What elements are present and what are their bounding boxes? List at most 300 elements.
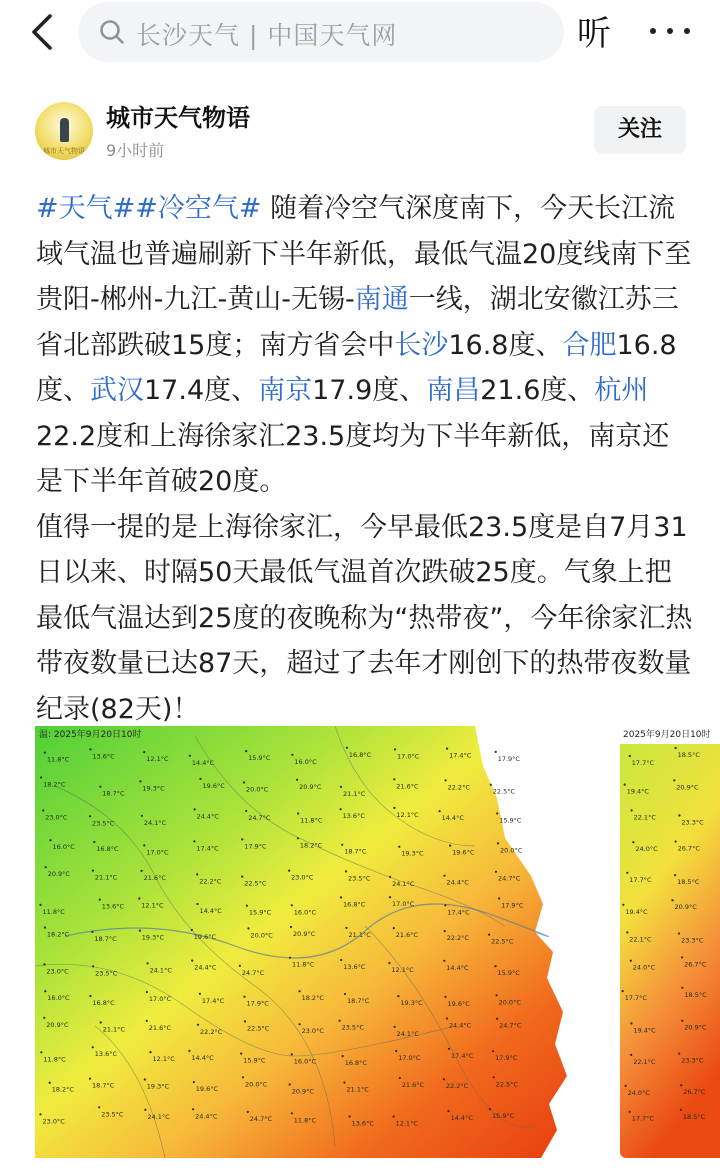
map-station-dot — [246, 905, 248, 907]
map-temperature-label: 19.3°C — [146, 1082, 170, 1091]
map-station-dot — [89, 995, 91, 997]
map-temperature-label: 23.3°C — [681, 1056, 704, 1065]
map-temperature-label: 20.9°C — [684, 1023, 707, 1032]
map-temperature-label: 21.6°C — [148, 1023, 172, 1032]
map-station-dot — [624, 784, 626, 786]
topic-link[interactable]: 南昌 — [426, 375, 481, 406]
map-temperature-label: 12.1°C — [391, 966, 414, 974]
map-temperature-label: 19.6°C — [447, 999, 470, 1008]
map-station-dot — [625, 1085, 627, 1087]
map-temperature-label: 12.1°C — [395, 1119, 418, 1128]
follow-button[interactable]: 关注 — [594, 106, 686, 154]
map-temperature-label: 24.4°C — [195, 1112, 218, 1121]
map-station-dot — [399, 1077, 401, 1079]
map-temperature-label: 21.1°C — [102, 1025, 125, 1034]
map-station-dot — [673, 779, 675, 781]
map-station-dot — [139, 780, 141, 782]
more-options-button[interactable] — [648, 16, 692, 46]
map-temperature-label: 24.4°C — [196, 812, 219, 821]
map-station-dot — [89, 1078, 91, 1080]
map-station-dot — [388, 962, 390, 964]
map-station-dot — [299, 1023, 301, 1025]
article-text: 21.6度、 — [480, 375, 595, 406]
map-station-dot — [291, 1112, 293, 1114]
map-station-dot — [678, 814, 680, 816]
map-temperature-label: 18.7°C — [347, 997, 370, 1005]
map-temperature-label: 15.9°C — [497, 969, 520, 978]
map-temperature-label: 15.9°C — [492, 1112, 515, 1121]
map-station-dot — [191, 960, 193, 962]
article-paragraph-2: 值得一提的是上海徐家汇，今早最低23.5度是自7月31日以来、时隔50天最低气温首次跌破25度。气象上把最低气温达到25度的夜晚称为“热带夜”，今年徐家汇热带夜数量已达87天，超过了去年才刚创下的热带夜数量纪录(82天)！ — [36, 511, 693, 725]
map-station-dot — [678, 1053, 680, 1055]
map-station-dot — [498, 897, 500, 899]
map-temperature-label: 16.8°C — [343, 900, 366, 909]
map-station-dot — [147, 962, 149, 964]
map-station-dot — [393, 927, 395, 929]
map-station-dot — [291, 1053, 293, 1055]
map-temperature-label: 16.8°C — [348, 750, 372, 759]
map-station-dot — [680, 1109, 682, 1111]
map-temperature-label: 17.0°C — [392, 900, 415, 909]
map-station-dot — [497, 842, 499, 844]
topic-link[interactable]: 合肥 — [562, 329, 617, 361]
map-station-dot — [141, 815, 143, 817]
map-station-dot — [626, 931, 628, 933]
map-station-dot — [675, 747, 677, 749]
map-temperature-label: 12.1°C — [396, 810, 419, 819]
map-temperature-label: 14.4°C — [446, 963, 469, 972]
map-station-dot — [43, 1017, 45, 1019]
map-temperature-label: 24.1°C — [143, 818, 167, 827]
map-station-dot — [39, 1113, 41, 1115]
map-temperature-label: 23.3°C — [681, 818, 704, 827]
map-station-dot — [394, 748, 396, 750]
temperature-map-graphic — [35, 726, 607, 1158]
article-paragraph-1 — [36, 186, 696, 505]
article-text: 随着冷空气深度南下，今天长江流域气温也普遍刷新下半年新低，最低气温20度线南下至贵阳-郴州-九江-黄山-无锡- — [36, 193, 692, 315]
map-temperature-label: 19.3°C — [401, 849, 424, 858]
map-station-dot — [240, 1053, 242, 1055]
map-temperature-label: 23.3°C — [681, 936, 704, 945]
map-station-dot — [395, 1050, 397, 1052]
map-temperature-label: 23.5°C — [341, 1023, 364, 1032]
map-temperature-label: 17.0°C — [398, 1054, 421, 1062]
map-temperature-label: 11.8°C — [293, 1116, 317, 1125]
map-station-dot — [444, 904, 446, 906]
map-temperature-label: 24.0°C — [627, 1088, 650, 1097]
map-station-dot — [146, 991, 148, 993]
map-temperature-label: 21.1°C — [346, 1085, 369, 1094]
map-temperature-label: 24.4°C — [448, 1021, 472, 1030]
map-temperature-label: 14.4°C — [191, 1053, 214, 1062]
top-bar — [0, 0, 720, 64]
map-temperature-label: 20.0°C — [500, 846, 523, 855]
map-station-dot — [345, 870, 347, 872]
map-temperature-label: 17.4°C — [451, 1051, 474, 1060]
map-station-dot — [343, 1081, 345, 1083]
map-temperature-label: 17.4°C — [196, 844, 219, 853]
map-temperature-label: 18.7°C — [102, 789, 125, 798]
map-temperature-label: 20.0°C — [250, 931, 273, 940]
map-temperature-label: 19.3°C — [400, 999, 423, 1008]
map-station-dot — [192, 1108, 194, 1110]
map-temperature-label: 13.6°C — [101, 902, 125, 911]
map-station-dot — [626, 872, 628, 874]
map-temperature-label: 22.2°C — [447, 783, 470, 792]
map-temperature-label: 17.7°C — [631, 759, 655, 767]
map-station-dot — [296, 779, 298, 781]
map-station-dot — [143, 844, 145, 846]
map-station-dot — [446, 748, 448, 750]
map-temperature-label: 19.3°C — [142, 784, 165, 793]
map-station-dot — [43, 963, 45, 965]
map-temperature-label: 23.0°C — [42, 1117, 65, 1126]
map-station-dot — [45, 866, 47, 868]
map-temperature-label: 26.7°C — [683, 1088, 706, 1097]
map-station-dot — [99, 899, 101, 901]
map-temperature-label: 17.4°C — [447, 908, 470, 917]
map-temperature-label: 19.4°C — [626, 787, 649, 796]
map-station-dot — [341, 844, 343, 846]
map-temperature-label: 26.7°C — [677, 844, 700, 853]
map-temperature-label: 20.9°C — [291, 1087, 314, 1096]
map-temperature-label: 21.6°C — [401, 1081, 425, 1089]
map-temperature-label: 22.5°C — [247, 1024, 270, 1033]
map-temperature-label: 19.6°C — [195, 1085, 219, 1094]
map-temperature-label: 24.7°C — [241, 968, 265, 977]
map-station-dot — [681, 987, 683, 989]
map-temperature-label: 23.5°C — [348, 874, 371, 883]
map-timestamp: 温: 2025年9月20日10时 — [39, 730, 142, 740]
map-temperature-label: 23.0°C — [45, 813, 68, 822]
map-temperature-label: 24.4°C — [194, 963, 217, 972]
map-temperature-label: 24.1°C — [147, 1112, 170, 1121]
map-station-dot — [247, 1111, 249, 1113]
map-temperature-label: 21.6°C — [395, 931, 419, 940]
topic-link[interactable]: #天气##冷空气# — [36, 193, 262, 224]
map-temperature-label: 14.4°C — [199, 907, 222, 915]
map-temperature-label: 17.9°C — [495, 1054, 518, 1063]
map-station-dot — [629, 1111, 631, 1113]
avatar-figure-icon — [60, 118, 69, 142]
map-station-dot — [445, 779, 447, 781]
article-text: 17.9度、 — [312, 375, 427, 406]
author-name[interactable]: 城市天气物语 — [106, 104, 250, 132]
map-station-dot — [89, 815, 91, 817]
map-station-dot — [243, 996, 245, 998]
map-temperature-label: 22.2°C — [200, 1027, 223, 1036]
map-station-dot — [289, 1083, 291, 1085]
topic-link[interactable]: 南京 — [258, 375, 313, 406]
search-bar[interactable] — [78, 2, 564, 62]
map-temperature-label: 12.1°C — [146, 755, 169, 764]
map-temperature-label: 18.5°C — [682, 1112, 706, 1121]
map-temperature-label: 24.0°C — [632, 963, 656, 972]
article-text: 一线，湖北安徽江苏三省北部跌破15度；南方省会中 — [36, 284, 679, 361]
map-station-dot — [243, 781, 245, 783]
map-temperature-label: 15.9°C — [499, 816, 522, 825]
map-temperature-label: 17.7°C — [629, 875, 652, 884]
map-station-dot — [189, 755, 191, 757]
map-station-dot — [91, 931, 93, 933]
map-station-dot — [393, 778, 395, 780]
map-station-dot — [288, 870, 290, 872]
map-temperature-label: 13.6°C — [343, 963, 366, 971]
map-station-dot — [193, 1081, 195, 1083]
map-station-dot — [42, 809, 44, 811]
map-station-dot — [394, 1026, 396, 1028]
map-temperature-label: 16.0°C — [52, 843, 75, 852]
map-station-dot — [92, 965, 94, 967]
map-station-dot — [448, 1048, 450, 1050]
map-station-dot — [496, 1018, 498, 1020]
map-station-dot — [144, 1109, 146, 1111]
map-station-dot — [340, 896, 342, 898]
map-station-dot — [671, 899, 673, 901]
map-temperature-label: 17.7°C — [624, 994, 647, 1003]
map-station-dot — [439, 810, 441, 812]
map-temperature-label: 23.0°C — [291, 873, 314, 882]
map-temperature-label: 19.6°C — [452, 848, 475, 857]
map-station-dot — [40, 1051, 42, 1053]
map-station-dot — [143, 751, 145, 753]
map-temperature-label: 17.9°C — [501, 901, 524, 910]
map-temperature-label: 20.9°C — [293, 930, 316, 938]
map-temperature-label: 24.7°C — [249, 1114, 273, 1123]
map-temperature-label: 14.4°C — [191, 758, 215, 767]
map-temperature-label: 18.2°C — [299, 841, 323, 850]
map-temperature-label: 20.9°C — [676, 783, 699, 792]
map-station-dot — [92, 870, 94, 872]
map-temperature-label: 16.0°C — [293, 1057, 317, 1066]
map-temperature-label: 11.8°C — [42, 907, 65, 916]
map-temperature-label: 17.9°C — [497, 754, 520, 763]
map-station-dot — [44, 752, 46, 754]
map-station-dot — [339, 1020, 341, 1022]
map-temperature-label: 12.1°C — [141, 901, 164, 910]
map-temperature-label: 22.5°C — [495, 1080, 518, 1089]
map-temperature-label: 20.9°C — [299, 782, 322, 791]
map-station-dot — [297, 812, 299, 814]
map-station-dot — [99, 786, 101, 788]
map-temperature-label: 18.7°C — [94, 934, 117, 943]
map-temperature-label: 23.0°C — [46, 967, 69, 976]
search-icon — [98, 18, 126, 46]
map-station-dot — [443, 960, 445, 962]
map-station-dot — [674, 874, 676, 876]
topic-link[interactable]: 南通 — [354, 284, 409, 315]
map-temperature-label: 24.1°C — [149, 966, 172, 975]
map-station-dot — [291, 754, 293, 756]
map-station-dot — [245, 810, 247, 812]
map-temperature-label: 16.8°C — [92, 999, 115, 1007]
map-station-dot — [92, 1046, 94, 1048]
map-temperature-label: 21.1°C — [343, 789, 366, 798]
map-station-dot — [495, 751, 497, 753]
map-station-dot — [492, 1050, 494, 1052]
map-station-dot — [196, 873, 198, 875]
map-station-dot — [346, 747, 348, 749]
map-station-dot — [681, 956, 683, 958]
map-temperature-label: 17.4°C — [201, 996, 225, 1005]
back-button[interactable] — [26, 8, 66, 56]
map-temperature-label: 23.5°C — [92, 819, 115, 828]
map-station-dot — [393, 1115, 395, 1117]
map-station-dot — [89, 748, 91, 750]
map-station-dot — [193, 840, 195, 842]
map-station-dot — [393, 807, 395, 809]
map-station-dot — [146, 1020, 148, 1022]
map-temperature-label: 16.8°C — [96, 845, 119, 853]
map-temperature-label: 18.2°C — [46, 930, 70, 939]
map-temperature-label: 22.1°C — [629, 935, 652, 944]
map-temperature-label: 11.8°C — [300, 816, 323, 825]
map-temperature-label: 22.5°C — [244, 879, 267, 888]
search-text: 长沙天气 | 中国天气网 — [136, 21, 398, 50]
map-station-dot — [44, 926, 46, 928]
map-station-dot — [290, 926, 292, 928]
map-station-dot — [93, 841, 95, 843]
map-temperature-label: 26.7°C — [684, 960, 707, 969]
map-station-dot — [496, 994, 498, 996]
map-temperature-label: 18.2°C — [51, 1085, 74, 1094]
map-station-dot — [680, 1084, 682, 1086]
map-station-dot — [678, 932, 680, 934]
map-station-dot — [629, 755, 631, 757]
map-temperature-label: 15.9°C — [248, 908, 272, 917]
map-station-dot — [44, 990, 46, 992]
map-temperature-label: 22.2°C — [199, 877, 222, 886]
map-temperature-label: 17.9°C — [246, 999, 269, 1008]
map-temperature-label: 11.8°C — [46, 755, 70, 764]
map-station-dot — [138, 897, 140, 899]
map-station-dot — [389, 876, 391, 878]
map-temperature-label: 24.1°C — [396, 1029, 419, 1038]
listen-button[interactable]: 听 — [577, 14, 611, 54]
map-station-dot — [631, 809, 633, 811]
map-station-dot — [241, 876, 243, 878]
map-station-dot — [241, 838, 243, 840]
map-temperature-label: 19.6°C — [202, 781, 225, 790]
map-station-dot — [196, 903, 198, 905]
map-temperature-label: 13.6°C — [351, 1119, 374, 1128]
map-temperature-label: 20.0°C — [246, 785, 269, 794]
map-station-dot — [194, 808, 196, 810]
map-temperature-label: 20.0°C — [498, 998, 521, 1007]
map-temperature-label: 23.0°C — [301, 1027, 324, 1036]
map-station-dot — [344, 993, 346, 995]
map-station-dot — [496, 812, 498, 814]
map-station-dot — [495, 871, 497, 873]
map-temperature-label: 22.2°C — [445, 1082, 469, 1091]
map-station-dot — [632, 841, 634, 843]
map-station-dot — [49, 839, 51, 841]
map-temperature-label: 17.4°C — [449, 751, 472, 760]
avatar[interactable] — [35, 102, 93, 160]
map-station-dot — [199, 778, 201, 780]
map-station-dot — [340, 959, 342, 961]
map-temperature-label: 11.8°C — [292, 960, 315, 969]
map-station-dot — [144, 1078, 146, 1080]
map-station-dot — [342, 1055, 344, 1057]
map-temperature-label: 12.1°C — [152, 1055, 175, 1064]
map-temperature-label: 24.0°C — [635, 845, 658, 854]
map-temperature-label: 20.9°C — [674, 903, 697, 912]
map-station-dot — [289, 957, 291, 959]
map-temperature-label: 24.1°C — [392, 879, 415, 888]
article-text: 16.8度、 — [36, 329, 677, 406]
temperature-map-image[interactable] — [35, 726, 607, 1158]
article-text: 17.4度、 — [144, 375, 259, 406]
map-temperature-label: 14.4°C — [441, 814, 464, 823]
map-station-dot — [681, 1020, 683, 1022]
map-station-dot — [345, 927, 347, 929]
map-station-dot — [299, 990, 301, 992]
map-temperature-label: 16.0°C — [294, 757, 317, 766]
topic-link[interactable]: 杭州 — [594, 375, 649, 406]
map-station-dot — [444, 930, 446, 932]
map-station-dot — [490, 784, 492, 786]
map-station-dot — [449, 845, 451, 847]
map-station-dot — [444, 996, 446, 998]
map-station-dot — [247, 927, 249, 929]
map-temperature-label: 24.4°C — [446, 878, 469, 887]
map-station-dot — [630, 1022, 632, 1024]
map-temperature-label: 18.2°C — [301, 994, 324, 1003]
map-station-dot — [297, 837, 299, 839]
map-temperature-label: 13.6°C — [92, 752, 115, 761]
map-station-dot — [494, 965, 496, 967]
map-station-dot — [100, 1021, 102, 1023]
map-temperature-label: 17.9°C — [244, 842, 267, 851]
map-station-dot — [141, 870, 143, 872]
map-temperature-label: 24.7°C — [499, 1021, 522, 1030]
map-station-dot — [245, 750, 247, 752]
map-temperature-label: 19.3°C — [141, 933, 165, 942]
map-temperature-label: 15.9°C — [243, 1056, 266, 1065]
map-temperature-label: 16.0°C — [293, 908, 317, 917]
map-station-dot — [98, 1106, 100, 1108]
map-station-dot — [488, 934, 490, 936]
map-station-dot — [291, 904, 293, 906]
topic-link[interactable]: 武汉 — [90, 375, 144, 406]
map-temperature-label: 19.4°C — [633, 1026, 656, 1035]
map-temperature-label: 17.0°C — [148, 995, 172, 1003]
map-station-dot — [139, 930, 141, 932]
map-temperature-label: 18.5°C — [684, 990, 707, 999]
temperature-map-image-2[interactable] — [620, 726, 720, 1158]
map-station-dot — [340, 808, 342, 810]
map-temperature-label: 16.0°C — [47, 994, 70, 1003]
map-temperature-label: 22.5°C — [491, 937, 514, 946]
map-station-dot — [622, 990, 624, 992]
map-temperature-label: 17.0°C — [397, 752, 420, 761]
map-station-dot — [675, 840, 677, 842]
map-station-dot — [197, 1024, 199, 1026]
map-temperature-label: 20.9°C — [47, 870, 70, 879]
map-station-dot — [340, 786, 342, 788]
map-station-dot — [622, 904, 624, 906]
avatar-caption: 城市天气物语 — [43, 147, 85, 155]
map-temperature-label: 19.6°C — [193, 933, 217, 941]
map-station-dot — [443, 875, 445, 877]
topic-link[interactable]: 长沙 — [394, 329, 449, 361]
map-temperature-label: 21.1°C — [94, 873, 118, 882]
map-station-dot — [443, 1078, 445, 1080]
map-temperature-label: 13.6°C — [342, 812, 365, 821]
post-time: 9小时前 — [106, 141, 165, 160]
map-temperature-label: 18.7°C — [92, 1081, 115, 1090]
